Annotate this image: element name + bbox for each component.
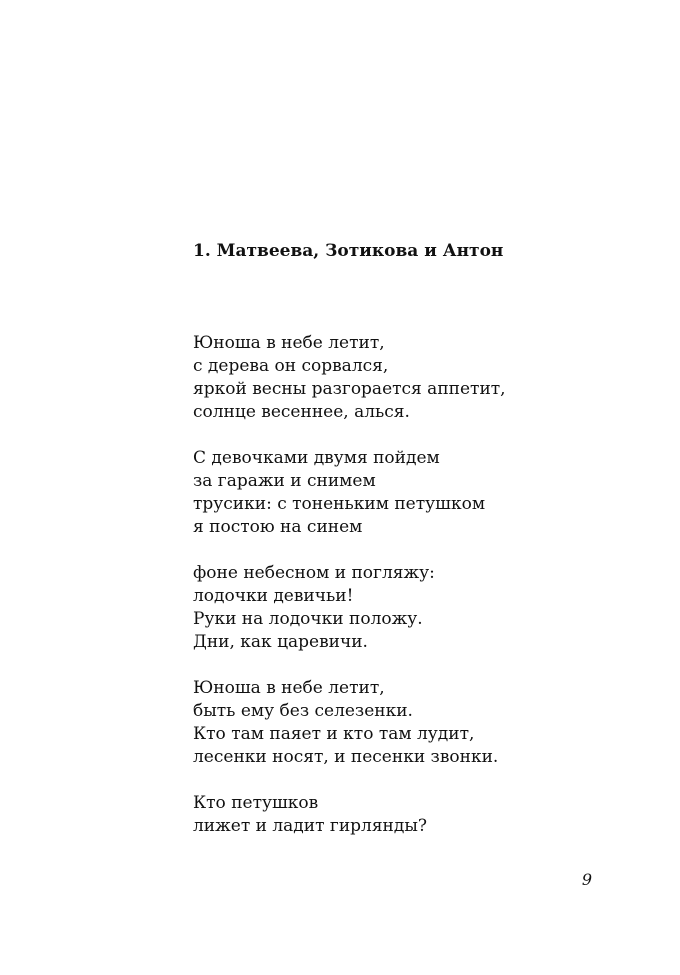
poem-line: фоне небесном и погляжу: <box>193 563 435 583</box>
stanza-3 <box>193 562 613 654</box>
poem-line: я постою на синем <box>193 517 363 537</box>
poem-line: за гаражи и снимем <box>193 471 376 491</box>
poem-title: 1. Матвеева, Зотикова и Антон <box>193 241 504 261</box>
poem-line: Кто там паяет и кто там лудит, <box>193 724 475 744</box>
poem-line: Юноша в небе летит, <box>193 678 385 698</box>
stanza-5 <box>193 792 613 838</box>
poem-line: Дни, как царевичи. <box>193 632 368 652</box>
poem-line: трусики: с тоненьким петушком <box>193 494 486 514</box>
poem-line: лижет и ладит гирлянды? <box>193 816 427 836</box>
poem-body <box>193 332 613 861</box>
stanza-1 <box>193 332 613 424</box>
poem-line: лесенки носят, и песенки звонки. <box>193 747 499 767</box>
poem-line: быть ему без селезенки. <box>193 701 413 721</box>
poem-line: лодочки девичьи! <box>193 586 354 606</box>
poem-line: Кто петушков <box>193 793 319 813</box>
poem-line: Юноша в небе летит, <box>193 333 385 353</box>
page-number: 9 <box>581 870 592 889</box>
stanza-4 <box>193 677 613 769</box>
poem-line: С девочками двумя пойдем <box>193 448 440 468</box>
poem-line: Руки на лодочки положу. <box>193 609 423 629</box>
poem-line: яркой весны разгорается аппетит, <box>193 379 506 399</box>
stanza-2 <box>193 447 613 539</box>
poem-line: солнце весеннее, алься. <box>193 402 410 422</box>
poem-line: с дерева он сорвался, <box>193 356 389 376</box>
